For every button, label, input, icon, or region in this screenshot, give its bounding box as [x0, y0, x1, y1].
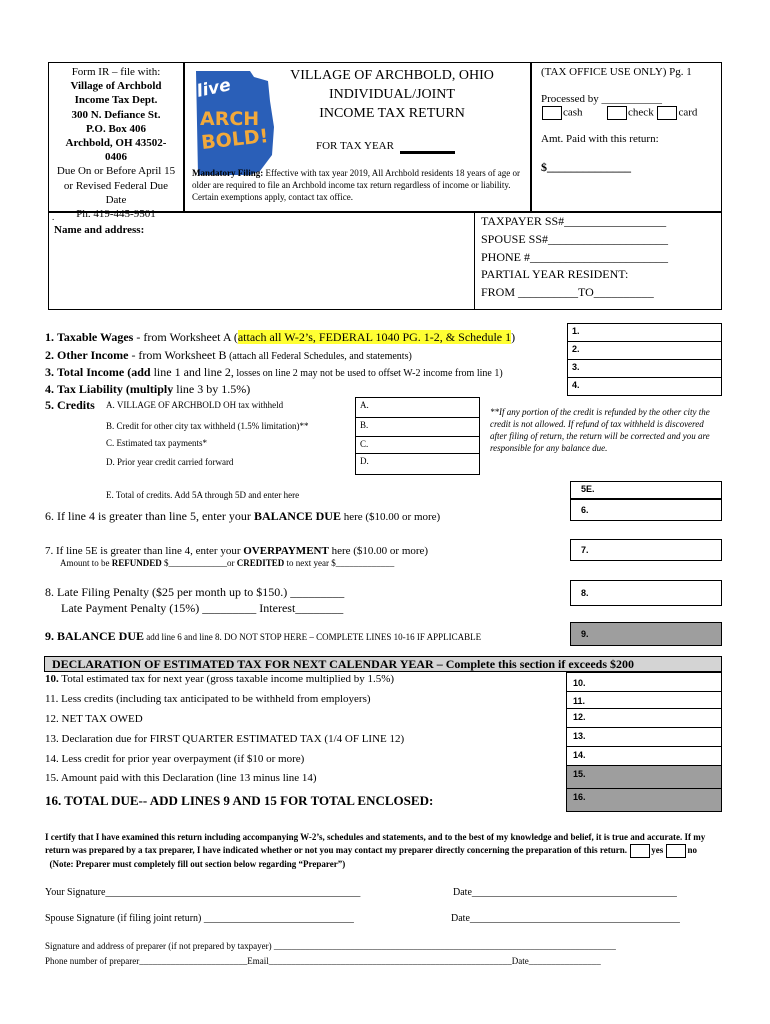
line-14-box[interactable]: 14. [566, 746, 722, 766]
line-13-box[interactable]: 13. [566, 727, 722, 747]
line-7-box[interactable]: 7. [570, 539, 722, 561]
line-15-box[interactable]: 15. [566, 765, 722, 789]
line-2: 2. Other Income - from Worksheet B (attach all Federal Schedules, and statements) [45, 348, 412, 362]
partial-year-label: PARTIAL YEAR RESIDENT: [481, 267, 629, 282]
line-10-box[interactable]: 10. [566, 672, 722, 692]
for-tax-year-label: FOR TAX YEAR [316, 140, 394, 152]
line-3: 3. Total Income (add line 1 and line 2, losses on line 2 may not be used to offset W-2 income from line 1) [45, 365, 503, 379]
cash-checkbox[interactable] [542, 106, 562, 120]
line-1: 1. Taxable Wages - from Worksheet A (attach all W-2’s, FEDERAL 1040 PG. 1-2, & Schedule 1) [45, 330, 516, 344]
name-address-divider [474, 212, 475, 310]
contact-preparer-yes-checkbox[interactable] [630, 844, 650, 858]
line-5a-label: A. VILLAGE OF ARCHBOLD OH tax withheld [106, 400, 284, 410]
line-9: 9. BALANCE DUE add line 6 and line 8. DO NOT STOP HERE – COMPLETE LINES 10-16 IF APPLICABLE [45, 629, 482, 643]
mandatory-filing-note: Mandatory Filing: Effective with tax year 2019, All Archbold residents 18 years of age or older are required to file an Archbold income tax return regardless of income or liability. Certain exemptions apply, contact tax office. [192, 168, 521, 202]
late-payment-penalty-field[interactable]: Late Payment Penalty (15%) _________ Interest________ [61, 601, 344, 615]
credit-refund-note: **If any portion of the credit is refunded by the other city the credit is not allowed. If refund of tax withheld is discovered after filing of return, the return will be corrected and you are responsible for any balance due. [490, 407, 710, 453]
line-7: 7. If line 5E is greater than line 4, enter your OVERPAYMENT here ($10.00 or more) [45, 545, 429, 557]
line-11: 11. Less credits (including tax anticipated to be withheld from employers) [45, 693, 371, 705]
line-5e-label: E. Total of credits. Add 5A through 5D and enter here [106, 490, 300, 500]
logo-live-text: live [194, 75, 233, 102]
taxpayer-ss-field[interactable]: TAXPAYER SS#_________________ [481, 214, 667, 228]
card-checkbox[interactable] [657, 106, 677, 120]
line-11-box[interactable]: 11. [566, 691, 722, 709]
name-address-input[interactable] [52, 240, 470, 306]
check-checkbox[interactable] [607, 106, 627, 120]
line-6: 6. If line 4 is greater than line 5, enter your BALANCE DUE here ($10.00 or more) [45, 509, 441, 523]
from-to-field[interactable]: FROM __________TO__________ [481, 285, 654, 300]
line-8 [45, 584, 344, 616]
line-16: 16. TOTAL DUE-- ADD LINES 9 AND 15 FOR TOTAL ENCLOSED: [45, 793, 434, 808]
amount-paid-label: Amt. Paid with this return: [541, 133, 659, 145]
preparer-contact-field[interactable]: Phone number of preparer________________________Email______________________________________________________Date________________ [45, 956, 601, 966]
logo-arch-text: ARCH [200, 108, 260, 130]
your-signature-date-field[interactable]: Date_________________________________________ [453, 887, 677, 898]
line-5b-label: B. Credit for other city tax withheld (1.5% limitation)** [106, 421, 309, 431]
your-signature-field[interactable]: Your Signature___________________________________________________ [45, 887, 361, 898]
line-13: 13. Declaration due for FIRST QUARTER ESTIMATED TAX (1/4 OF LINE 12) [45, 733, 405, 745]
line-5b-box[interactable]: B. [355, 417, 480, 437]
spouse-signature-field[interactable]: Spouse Signature (if filing joint return) ______________________________ [45, 913, 354, 924]
line-6-box[interactable]: 6. [570, 499, 722, 521]
line-2-box[interactable]: 2. [567, 341, 722, 360]
office-use-title: (TAX OFFICE USE ONLY) Pg. 1 [541, 66, 692, 78]
logo-bold-text: BOLD! [200, 125, 270, 154]
payment-method: cash check card [541, 106, 697, 120]
line-3-box[interactable]: 3. [567, 359, 722, 378]
form-info-text: Form IR – file with: Village of Archbold Income Tax Dept. 300 N. Defiance St. P.O. Box 406 Archbold, OH 43502- 0406 Due On or Before April 15 or Revised Federal Due Date Ph. 419-445-9501 [56, 66, 176, 221]
declaration-title: DECLARATION OF ESTIMATED TAX FOR NEXT CALENDAR YEAR – Complete this section if exceeds $200 [52, 657, 635, 671]
late-filing-penalty-field[interactable]: 8. Late Filing Penalty ($25 per month up to $150.) _________ [45, 585, 345, 599]
line-1-box[interactable]: 1. [567, 323, 722, 342]
line-9-box[interactable]: 9. [570, 622, 722, 646]
line-5c-box[interactable]: C. [355, 436, 480, 454]
line-4: 4. Tax Liability (multiply line 3 by 1.5%) [45, 382, 251, 396]
tax-year-field[interactable] [400, 151, 455, 154]
line-5d-label: D. Prior year credit carried forward [106, 457, 234, 467]
line-5d-box[interactable]: D. [355, 453, 480, 475]
line-5c-label: C. Estimated tax payments* [106, 438, 207, 448]
line-5e-box[interactable]: 5E. [570, 481, 722, 499]
certification-statement: I certify that I have examined this return including accompanying W-2’s, schedules and statements, and to the best of my knowledge and belief, it is true and accurate. If my return was prepared by a tax preparer, I have indicated whether or not you may contact my preparer directly concerning the preparation of this return. yes no (Note: Preparer must completely fill out section below regarding “Preparer”) [45, 832, 706, 869]
line-5: 5. Credits [45, 398, 95, 412]
spouse-ss-field[interactable]: SPOUSE SS#____________________ [481, 231, 669, 246]
taxpayer-info [481, 213, 668, 302]
line-12: 12. NET TAX OWED [45, 713, 143, 725]
line-14: 14. Less credit for prior year overpayment (if $10 or more) [45, 753, 305, 765]
line-15: 15. Amount paid with this Declaration (line 13 minus line 14) [45, 772, 317, 784]
spouse-signature-date-field[interactable]: Date__________________________________________ [451, 913, 680, 924]
page-title: VILLAGE OF ARCHBOLD, OHIO INDIVIDUAL/JOINT INCOME TAX RETURN [290, 68, 494, 121]
line-7-refund-credit: Amount to be REFUNDED $_____________or CREDITED to next year $_____________ [60, 558, 395, 568]
preparer-signature-field[interactable]: Signature and address of preparer (if not prepared by taxpayer) ____________________________________________________________________________ [45, 941, 616, 951]
amount-paid-field[interactable]: $______________ [541, 160, 631, 174]
line-8-box[interactable]: 8. [570, 580, 722, 606]
processed-by-field[interactable]: Processed by ___________ [541, 93, 662, 105]
line-10: 10. Total estimated tax for next year (gross taxable income multiplied by 1.5%) [45, 673, 395, 685]
line-16-box[interactable]: 16. [566, 788, 722, 812]
line-4-box[interactable]: 4. [567, 377, 722, 396]
contact-preparer-no-checkbox[interactable] [666, 844, 686, 858]
line-5a-box[interactable]: A. [355, 397, 480, 418]
phone-field[interactable]: PHONE #_______________________ [481, 249, 669, 264]
line-12-box[interactable]: 12. [566, 708, 722, 728]
name-address-label: Name and address: [54, 224, 145, 236]
